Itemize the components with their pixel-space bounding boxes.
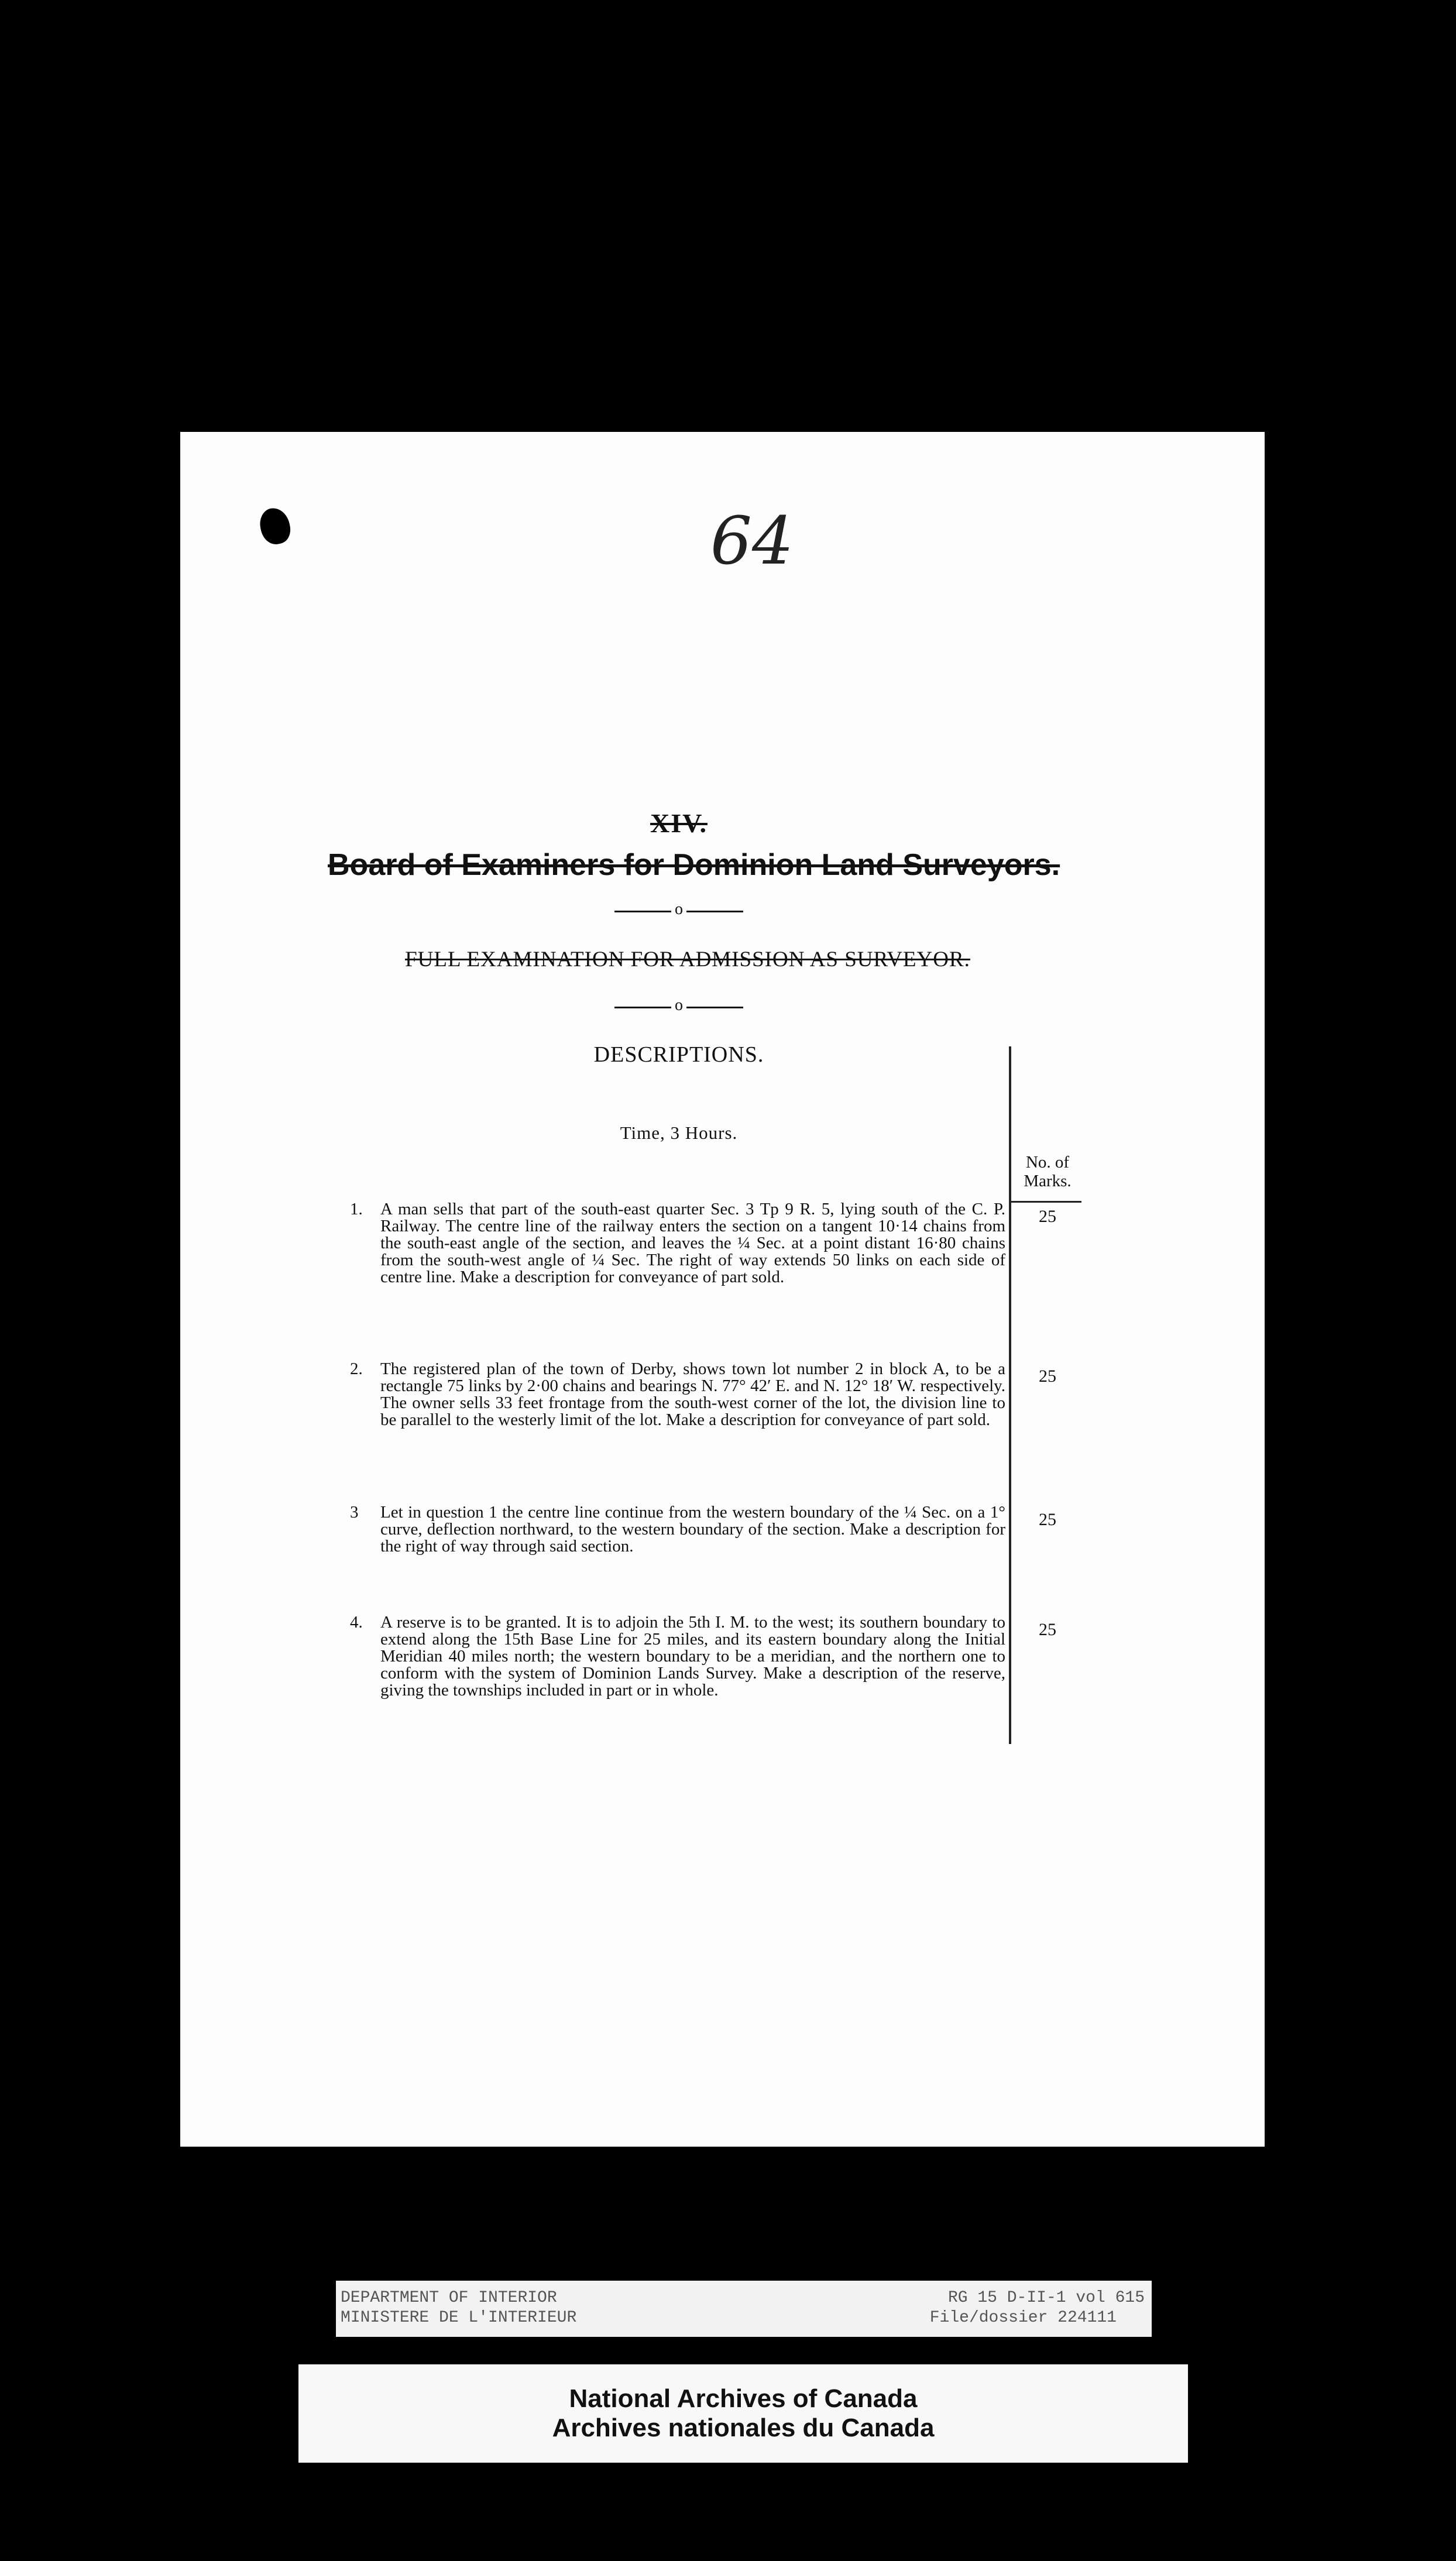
- question-marks: 25: [1039, 1620, 1056, 1639]
- question-marks: 25: [1039, 1207, 1056, 1226]
- question-text: Let in question 1 the centre line continue from the western boundary of the ¼ Sec. on a 1° curve, deflection northward, to the western boundary of the section. Make a description for the right of way through said section.: [380, 1503, 1005, 1556]
- question-number: 1.: [350, 1200, 363, 1218]
- department-name-en: DEPARTMENT OF INTERIOR: [341, 2289, 557, 2307]
- question-number: 2.: [350, 1360, 363, 1378]
- separator: o: [614, 911, 743, 912]
- archive-name-fr: Archives nationales du Canada: [552, 2414, 935, 2442]
- question-text: The registered plan of the town of Derby, shows town lot number 2 in block A, to be a rectangle 75 links by 2·00 chains and bearings N. 77° 42′ E. and N. 12° 18′ W. respectively. The owner sells 33 feet frontage from the south-west corner of the lot, the division line to be parallel to the westerly limit of the lot. Make a description for conveyance of part sold.: [380, 1360, 1005, 1429]
- separator: o: [614, 1007, 743, 1008]
- roman-numeral-heading: XIV.: [650, 808, 708, 838]
- question-number: 4.: [350, 1613, 363, 1632]
- exam-title: FULL EXAMINATION FOR ADMISSION AS SURVEYOR.: [405, 947, 970, 971]
- time-allowed: Time, 3 Hours.: [620, 1122, 738, 1143]
- handwritten-page-number: 64: [710, 503, 794, 579]
- question-text: A man sells that part of the south-east quarter Sec. 3 Tp 9 R. 5, lying south of the C. P. Railway. The centre line of the railway enters the section on a tangent 10·14 chains from the south-east angle of the section, and leaves the ¼ Sec. at a point distant 16·80 chains from the south-west angle of ¼ Sec. The right of way extends 50 links on each side of centre line. Make a description for conveyance of part sold.: [380, 1200, 1005, 1286]
- department-stamp: [336, 2281, 1152, 2337]
- archive-name-en: National Archives of Canada: [569, 2384, 918, 2413]
- section-title: DESCRIPTIONS.: [593, 1042, 764, 1067]
- file-reference: File/dossier 224111: [929, 2309, 1117, 2327]
- question-text: A reserve is to be granted. It is to adjoin the 5th I. M. to the west; its southern boundary to extend along the 15th Base Line for 25 miles, and its eastern boundary along the Initial Meridian 40 miles north; the western boundary to be a meridian, and the northern one to conform with the system of Dominion Lands Survey. Make a description of the reserve, giving the townships included in part or in whole.: [380, 1613, 1005, 1700]
- question-1: [350, 1201, 1005, 1286]
- department-name-fr: MINISTERE DE L'INTERIEUR: [341, 2309, 577, 2327]
- board-title: Board of Examiners for Dominion Land Surveyors.: [328, 848, 1060, 882]
- question-4: [350, 1614, 1005, 1699]
- question-number: 3: [350, 1503, 359, 1522]
- marks-column-header: No. of Marks.: [1024, 1153, 1072, 1190]
- question-3: [350, 1504, 1005, 1555]
- marks-column-rule: [1009, 1046, 1011, 1744]
- question-marks: 25: [1039, 1510, 1056, 1529]
- document-page: [180, 432, 1265, 2147]
- marks-header-rule: [1011, 1201, 1081, 1203]
- archive-label: [298, 2364, 1188, 2463]
- question-marks: 25: [1039, 1367, 1056, 1386]
- archive-reference: RG 15 D-II-1 vol 615: [947, 2289, 1145, 2307]
- question-2: [350, 1361, 1005, 1429]
